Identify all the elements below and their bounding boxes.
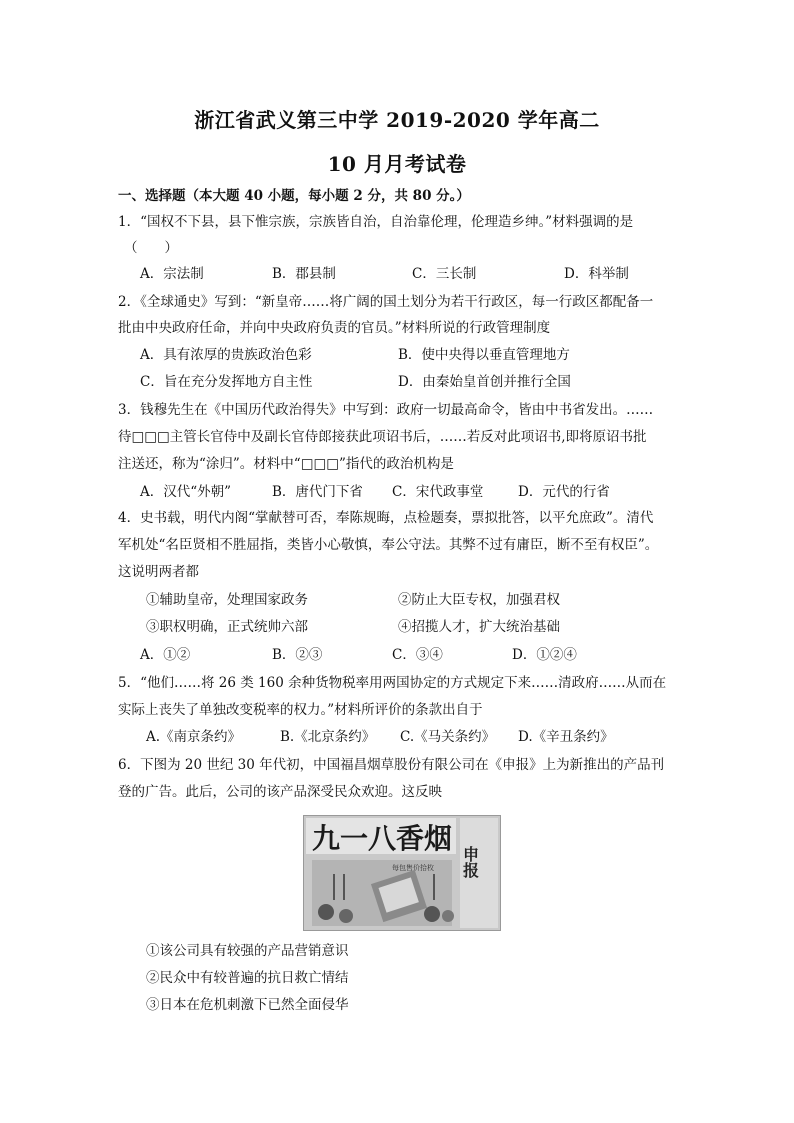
q2-option-c: C．旨在充分发挥地方自主性 [140, 374, 313, 390]
newspaper-ad-image [303, 815, 501, 931]
q2-line2: 批由中央政府任命，并向中央政府负责的官员。”材料所说的行政管理制度 [118, 320, 551, 336]
q6-item-3: ③日本在危机刺激下已然全面侵华 [146, 997, 349, 1013]
q3-line1: 3．钱穆先生在《中国历代政治得失》中写到：政府一切最高命令，皆由中书省发出。…… [118, 402, 654, 418]
q4-line2: 军机处“名臣贤相不胜屈指，类皆小心敬慎，奉公守法。其弊不过有庸臣，断不至有权臣”。 [118, 537, 659, 553]
q1-line2: （ ） [124, 240, 178, 256]
ad-side-text: 申报 [460, 846, 480, 878]
q1-option-c: C．三长制 [412, 266, 477, 282]
section-heading: 一、选择题（本大题 40 小题，每小题 2 分，共 80 分。） [118, 188, 470, 204]
q4-line1: 4．史书载，明代内阁“掌献替可否，奉陈规晦，点检题奏，票拟批答，以平允庶政”。清代 [118, 510, 654, 526]
q2-line1: 2．《全球通史》写到：“新皇帝……将广阔的国土划分为若干行政区，每一行政区都配备一 [118, 294, 654, 310]
q3-option-b: B．唐代门下省 [272, 484, 363, 500]
q6-item-1: ①该公司具有较强的产品营销意识 [146, 943, 349, 959]
q6-line1: 6．下图为 20 世纪 30 年代初，中国福昌烟草股份有限公司在《申报》上为新推出的产品刊 [118, 757, 665, 773]
q4-item-4: ④招揽人才，扩大统治基础 [398, 619, 560, 635]
q5-line1: 5．“他们……将 26 类 160 余种货物税率用两国协定的方式规定下来……清政府……从而在 [118, 675, 667, 691]
q4-option-b: B．②③ [272, 647, 323, 663]
q3-option-c: C．宋代政事堂 [392, 484, 484, 500]
q4-option-d: D．①②④ [512, 647, 577, 663]
exam-title-line2: 10 月月考试卷 [327, 152, 467, 176]
ad-subtext: 每包售价拾枚 [392, 864, 434, 872]
q1-option-a: A．宗法制 [140, 266, 204, 282]
q3-line2: 待□□□主管长官侍中及副长官侍郎接获此项诏书后，……若反对此项诏书,即将原诏书批 [118, 429, 647, 445]
q5-option-b: B.《北京条约》 [280, 729, 376, 745]
exam-title-line1: 浙江省武义第三中学 2019-2020 学年高二 [194, 108, 600, 132]
q1-option-b: B．郡县制 [272, 266, 336, 282]
q1-line1: 1．“国权不下县，县下惟宗族，宗族皆自治，自治靠伦理，伦理造乡绅。”材料强调的是 [118, 214, 634, 230]
q4-item-2: ②防止大臣专权，加强君权 [398, 592, 560, 608]
q3-option-d: D．元代的行省 [518, 484, 610, 500]
newspaper-ad-graphic [304, 816, 500, 930]
q3-line3: 注送还，称为“涂归”。材料中“□□□”指代的政治机构是 [118, 456, 454, 472]
q6-line2: 登的广告。此后，公司的该产品深受民众欢迎。这反映 [118, 784, 442, 800]
q4-item-3: ③职权明确，正式统帅六部 [146, 619, 308, 635]
q5-option-a: A.《南京条约》 [146, 729, 242, 745]
ad-headline: 九一八香烟 [312, 822, 453, 855]
q1-option-d: D．科举制 [564, 266, 629, 282]
q2-option-d: D．由秦始皇首创并推行全国 [398, 374, 571, 390]
q4-item-1: ①辅助皇帝，处理国家政务 [146, 592, 308, 608]
q4-option-c: C．③④ [392, 647, 443, 663]
q2-option-a: A．具有浓厚的贵族政治色彩 [140, 347, 312, 363]
q4-line3: 这说明两者都 [118, 564, 199, 580]
q5-line2: 实际上丧失了单独改变税率的权力。”材料所评价的条款出自于 [118, 702, 483, 718]
q5-option-c: C.《马关条约》 [400, 729, 496, 745]
q5-option-d: D.《辛丑条约》 [518, 729, 614, 745]
q6-item-2: ②民众中有较普遍的抗日救亡情结 [146, 970, 349, 986]
q4-option-a: A．①② [140, 647, 191, 663]
q2-option-b: B．使中央得以垂直管理地方 [398, 347, 570, 363]
q3-option-a: A．汉代“外朝” [140, 484, 232, 500]
